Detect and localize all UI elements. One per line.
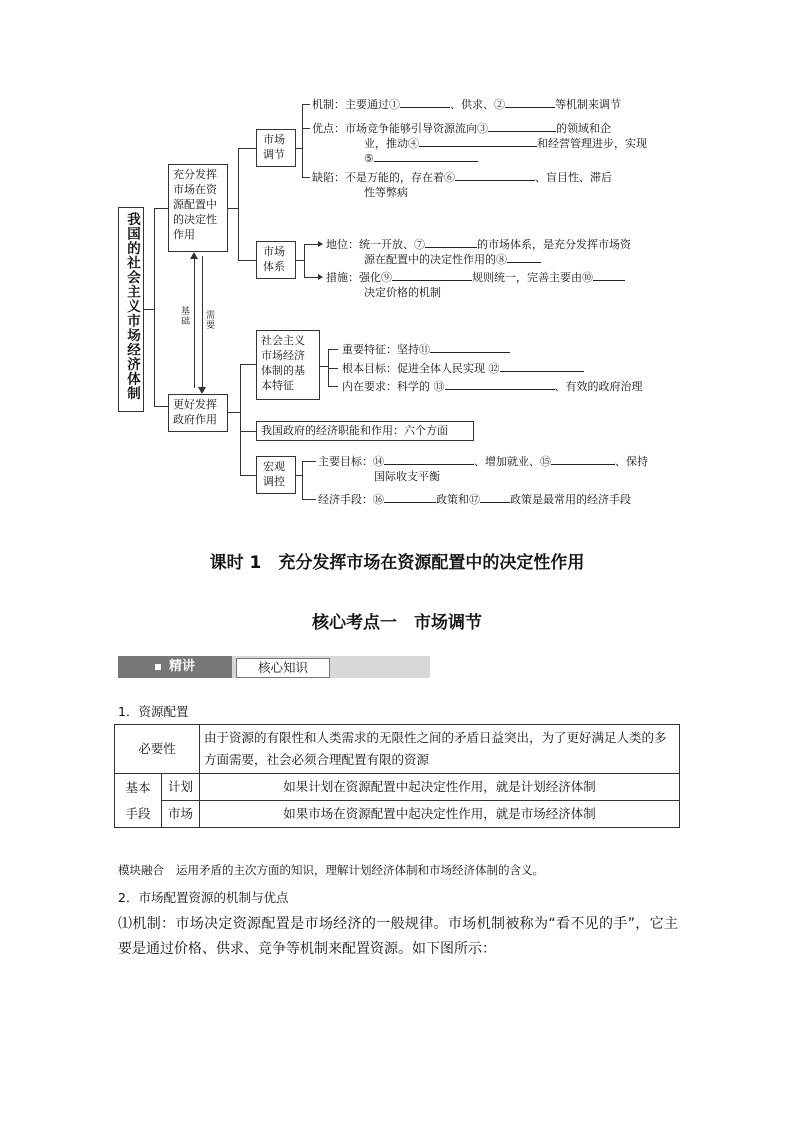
cell-market-label: 市场 (162, 801, 200, 828)
cell-plan-label: 计划 (162, 774, 200, 801)
note-label: 模块融合 (118, 863, 164, 877)
mr-defect: 缺陷：不是万能的，存在着⑥ 、盲目性、滞后 性等弊病 (312, 171, 612, 199)
branch-government: 更好发挥政府作用 (168, 394, 228, 432)
node-market-system: 市场体系 (256, 241, 296, 279)
note-text: 运用矛盾的主次方面的知识，理解计划经济体制和市场经济体制的含义。 (176, 863, 544, 877)
ms-status: 地位：统一开放、⑦ 的市场体系，是充分发挥市场资 源在配置中的决定性作用的⑧ (326, 238, 631, 266)
arrow-up-line (194, 256, 195, 388)
node-macro: 宏观调控 (256, 456, 296, 494)
node-features: 社会主义市场经济体制的基本特征 (256, 330, 320, 400)
allocation-table (114, 724, 680, 828)
feature-goal: 根本目标：促进全体人民实现 ⑫ (342, 361, 584, 376)
macro-goals: 主要目标：⑭ 、增加就业、⑮ 、保持 国际收支平衡 (318, 455, 648, 483)
tab-bar (118, 656, 430, 680)
feature-requirement: 内在要求：科学的 ⑬ 、有效的政府治理 (342, 380, 643, 393)
ms-measures: 措施：强化⑨ 规则统一，完善主要由⑩ 决定价格的机制 (326, 270, 686, 300)
cell-necessity-text: 由于资源的有限性和人类需求的无限性之间的矛盾日益突出，为了更好满足人类的多方面需要，社会必须合理配置有限的资源 (199, 725, 679, 774)
cell-basic-means: 基本 手段 (115, 774, 162, 828)
arrow-down-head (198, 387, 206, 394)
cell-plan-text: 如果计划在资源配置中起决定性作用，就是计划经济体制 (199, 774, 679, 801)
role-basis: 基础 (179, 306, 189, 326)
paragraph-mechanism: ⑴机制：市场决定资源配置是市场经济的一般规律。市场机制被称为“看不见的手”，它主要是通过价格、供求、竞争等机制来配置资源。如下图所示： (118, 916, 678, 957)
role-need: 需要 (204, 310, 214, 330)
square-icon (155, 664, 161, 670)
root-label: 我国的社会主义市场经济体制 (124, 212, 140, 401)
root-box (118, 207, 144, 412)
mr-mechanism: 机制：主要通过① 、供求、② 等机制来调节 (312, 98, 621, 111)
feature-important: 重要特征：坚持⑪ (342, 342, 510, 357)
arrow-up-head (190, 252, 198, 259)
macro-means: 经济手段：⑯ 政策和⑰ 政策是最常用的经济手段 (318, 493, 631, 506)
branch-market-decisive: 充分发挥市场在资源配置中的决定性作用 (168, 164, 228, 252)
tab-core-knowledge[interactable]: 核心知识 (236, 658, 330, 678)
mr-advantage: 优点：市场竞争能够引导资源流向③ 的领域和企 业，推动④ 和经营管理进步，实现 ⑤ (312, 122, 647, 165)
lesson-title: 课时 1 充分发挥市场在资源配置中的决定性作用 (209, 553, 585, 573)
node-functions: 我国政府的经济职能和作用：六个方面 (256, 421, 474, 441)
cell-necessity-label: 必要性 (115, 725, 200, 774)
section-title: 核心考点一 市场调节 (312, 613, 482, 633)
module-note (118, 862, 544, 878)
node-market-regulation: 市场调节 (256, 129, 296, 167)
heading-mechanism-advantages: 2．市场配置资源的机制与优点 (118, 890, 289, 905)
tab-jingjiang[interactable]: 精讲 (118, 656, 232, 678)
heading-resource-allocation: 1．资源配置 (118, 704, 189, 719)
cell-market-text: 如果市场在资源配置中起决定性作用，就是市场经济体制 (199, 801, 679, 828)
mind-map (0, 0, 794, 520)
